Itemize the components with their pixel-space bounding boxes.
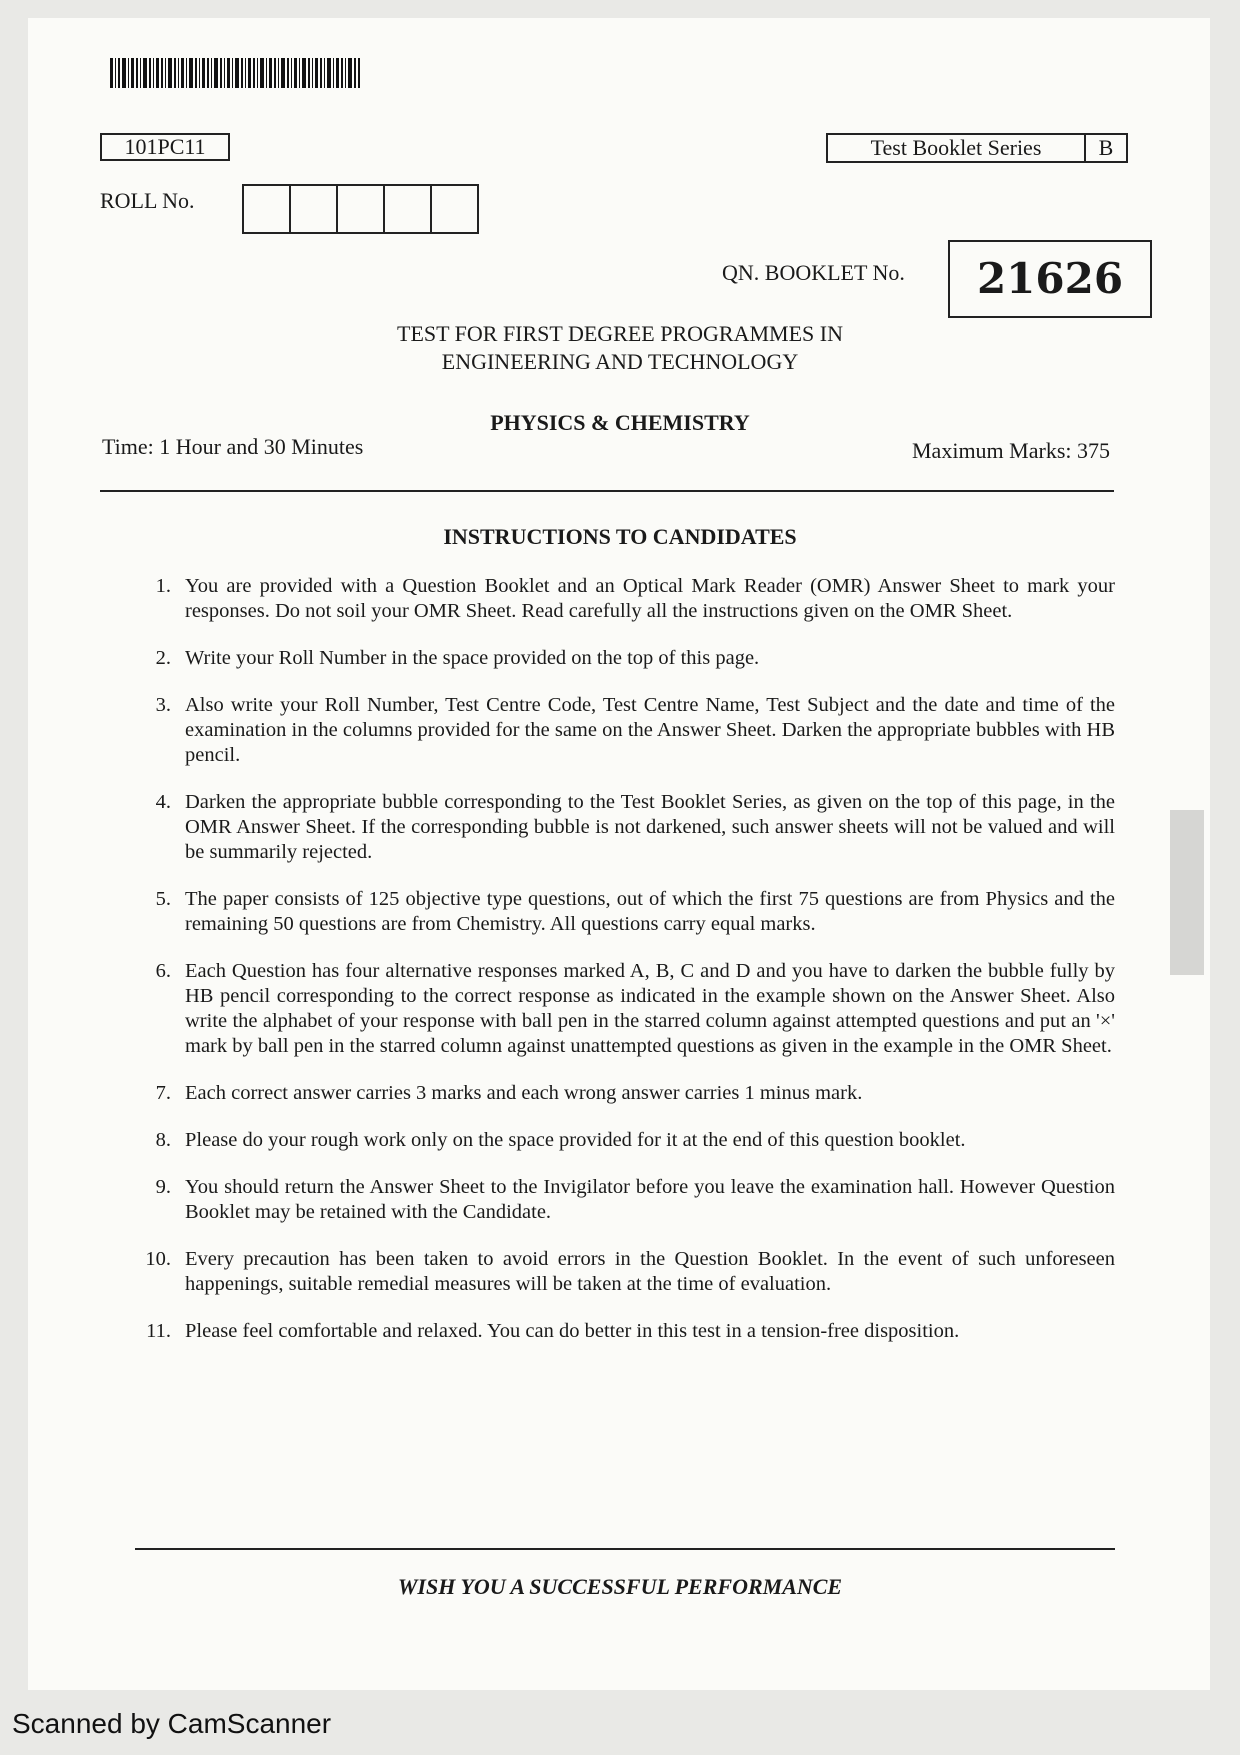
exam-title-line2: ENGINEERING AND TECHNOLOGY bbox=[441, 349, 799, 374]
instruction-item: 11. Please feel comfortable and relaxed. You can do better in this test in a tension-free disposition. bbox=[146, 1320, 960, 1342]
instruction-item: 5. The paper consists of 125 objective type questions, out of which the first 75 questions are from Physics and the remaining 50 questions are from Chemistry. All questions carry equal marks. bbox=[155, 888, 1115, 935]
roll-digit-box[interactable] bbox=[291, 186, 338, 232]
instructions-list bbox=[135, 574, 1115, 1366]
instruction-item: 9. You should return the Answer Sheet to the Invigilator before you leave the examination hall. However Question Booklet may be retained with the Candidate. bbox=[155, 1176, 1115, 1223]
instructions-title: INSTRUCTIONS TO CANDIDATES bbox=[443, 524, 797, 549]
scan-shadow bbox=[1170, 810, 1204, 975]
booklet-number-label: QN. BOOKLET No. bbox=[722, 260, 905, 285]
exam-duration: Time: 1 Hour and 30 Minutes bbox=[102, 434, 364, 459]
booklet-number: 21626 bbox=[948, 240, 1152, 318]
roll-number-boxes[interactable] bbox=[242, 184, 479, 234]
subject-title: PHYSICS & CHEMISTRY bbox=[490, 410, 750, 435]
test-booklet-series bbox=[826, 133, 1128, 163]
scanner-watermark: Scanned by CamScanner bbox=[12, 1708, 332, 1739]
roll-digit-box[interactable] bbox=[385, 186, 432, 232]
barcode bbox=[110, 58, 360, 88]
instruction-item: 8. Please do your rough work only on the space provided for it at the end of this question booklet. bbox=[155, 1129, 966, 1151]
roll-digit-box[interactable] bbox=[244, 186, 291, 232]
instruction-item: 2. Write your Roll Number in the space provided on the top of this page. bbox=[155, 647, 760, 669]
exam-title bbox=[0, 320, 1240, 376]
roll-number-label: ROLL No. bbox=[100, 188, 195, 213]
closing-message: WISH YOU A SUCCESSFUL PERFORMANCE bbox=[397, 1574, 843, 1599]
roll-digit-box[interactable] bbox=[432, 186, 477, 232]
instruction-item: 4. Darken the appropriate bubble corresponding to the Test Booklet Series, as given on the top of this page, in the OMR Answer Sheet. If the corresponding bubble is not darkened, such answer sheets will not be valued and will be summarily rejected. bbox=[155, 791, 1115, 863]
instruction-item: 3. Also write your Roll Number, Test Centre Code, Test Centre Name, Test Subject and the date and time of the examination in the columns provided for the same on the Answer Sheet. Darken the appropriate bubbles with HB pencil. bbox=[155, 694, 1115, 766]
paper-code: 101PC11 bbox=[100, 133, 230, 161]
exam-title-line1: TEST FOR FIRST DEGREE PROGRAMMES IN bbox=[397, 321, 843, 346]
series-value: B bbox=[1098, 135, 1114, 160]
instruction-item: 10. Every precaution has been taken to avoid errors in the Question Booklet. In the event of such unforeseen happenings, suitable remedial measures will be taken at the time of evaluation. bbox=[145, 1248, 1115, 1295]
divider bbox=[100, 490, 1114, 492]
series-label: Test Booklet Series bbox=[828, 135, 1086, 161]
divider bbox=[135, 1548, 1115, 1550]
instruction-item: 6. Each Question has four alternative responses marked A, B, C and D and you have to darken the bubble fully by HB pencil corresponding to the correct response as indicated in the example shown on the Answer Sheet. Also write the alphabet of your response with ball pen in the starred column against attempted questions and put an '×' mark by ball pen in the starred column against unattempted questions as given in the example in the OMR Sheet. bbox=[155, 960, 1115, 1057]
roll-digit-box[interactable] bbox=[338, 186, 385, 232]
instruction-item: 1. You are provided with a Question Booklet and an Optical Mark Reader (OMR) Answer Sheet to mark your responses. Do not soil your OMR Sheet. Read carefully all the instructions given on the OMR Sheet. bbox=[155, 575, 1115, 622]
instruction-item: 7. Each correct answer carries 3 marks and each wrong answer carries 1 minus mark. bbox=[155, 1082, 863, 1104]
maximum-marks: Maximum Marks: 375 bbox=[912, 438, 1110, 463]
